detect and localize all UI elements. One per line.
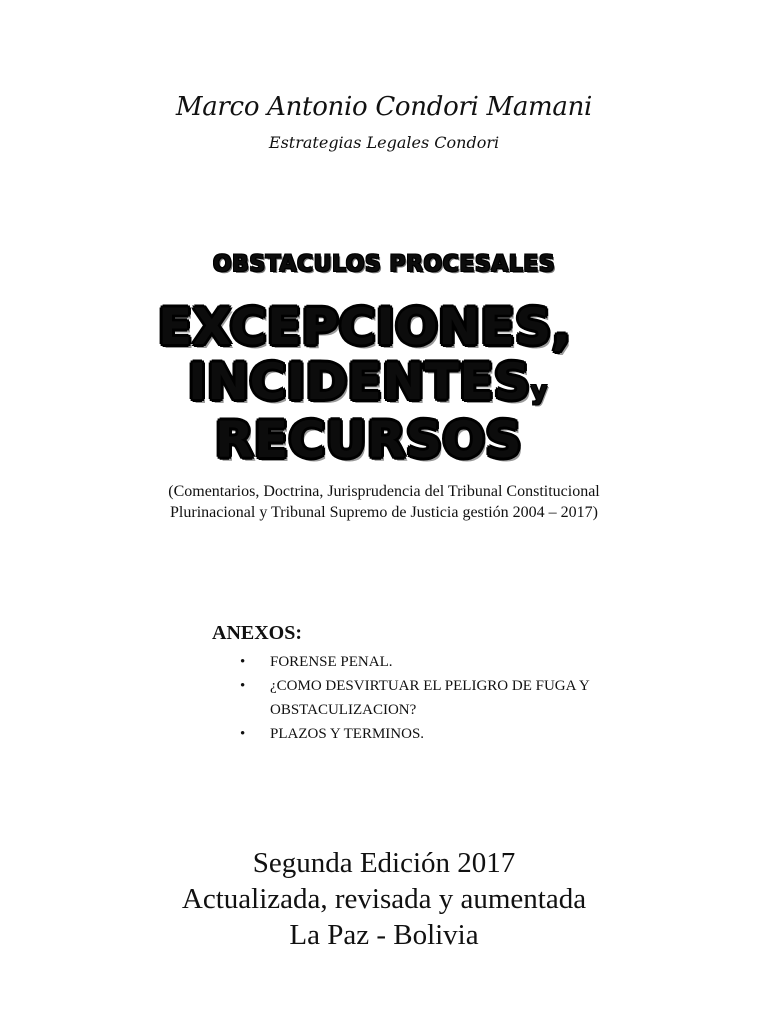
subtitle-line-2: Plurinacional y Tribunal Supremo de Justicia gestión 2004 – 2017) <box>170 504 598 521</box>
main-title-line-3: RECURSOS <box>215 411 522 469</box>
list-item-text: ¿COMO DESVIRTUAR EL PELIGRO DE FUGA Y <box>270 678 590 694</box>
main-title-line-2 <box>188 353 548 411</box>
bullet-icon: • <box>240 726 246 742</box>
author-name: Marco Antonio Condori Mamani <box>175 92 593 122</box>
company-name: Estrategias Legales Condori <box>268 133 500 152</box>
edition-block <box>0 845 768 953</box>
bullet-icon: • <box>240 678 246 694</box>
list-item <box>230 722 690 746</box>
main-title-line-1: EXCEPCIONES, <box>158 298 572 356</box>
list-item-text: PLAZOS Y TERMINOS. <box>270 726 425 742</box>
list-item <box>230 650 690 674</box>
list-item-text: FORENSE PENAL. <box>270 654 393 670</box>
list-item <box>230 674 690 722</box>
anexos-heading: ANEXOS: <box>212 622 303 644</box>
edition-line-3: La Paz - Bolivia <box>289 919 479 951</box>
anexos-list <box>230 650 690 746</box>
main-title-line-2-suffix: y <box>530 376 548 406</box>
edition-line-2: Actualizada, revisada y aumentada <box>181 883 587 915</box>
subtitle-comments <box>0 481 768 523</box>
bullet-icon: • <box>240 654 246 670</box>
edition-line-1: Segunda Edición 2017 <box>252 847 516 879</box>
list-item-text-continued: OBSTACULIZACION? <box>270 702 417 718</box>
main-title-line-2-text: INCIDENTES <box>188 353 531 411</box>
kicker-title: OBSTACULOS PROCESALES <box>212 252 556 277</box>
subtitle-line-1: (Comentarios, Doctrina, Jurisprudencia del Tribunal Constitucional <box>168 483 600 500</box>
